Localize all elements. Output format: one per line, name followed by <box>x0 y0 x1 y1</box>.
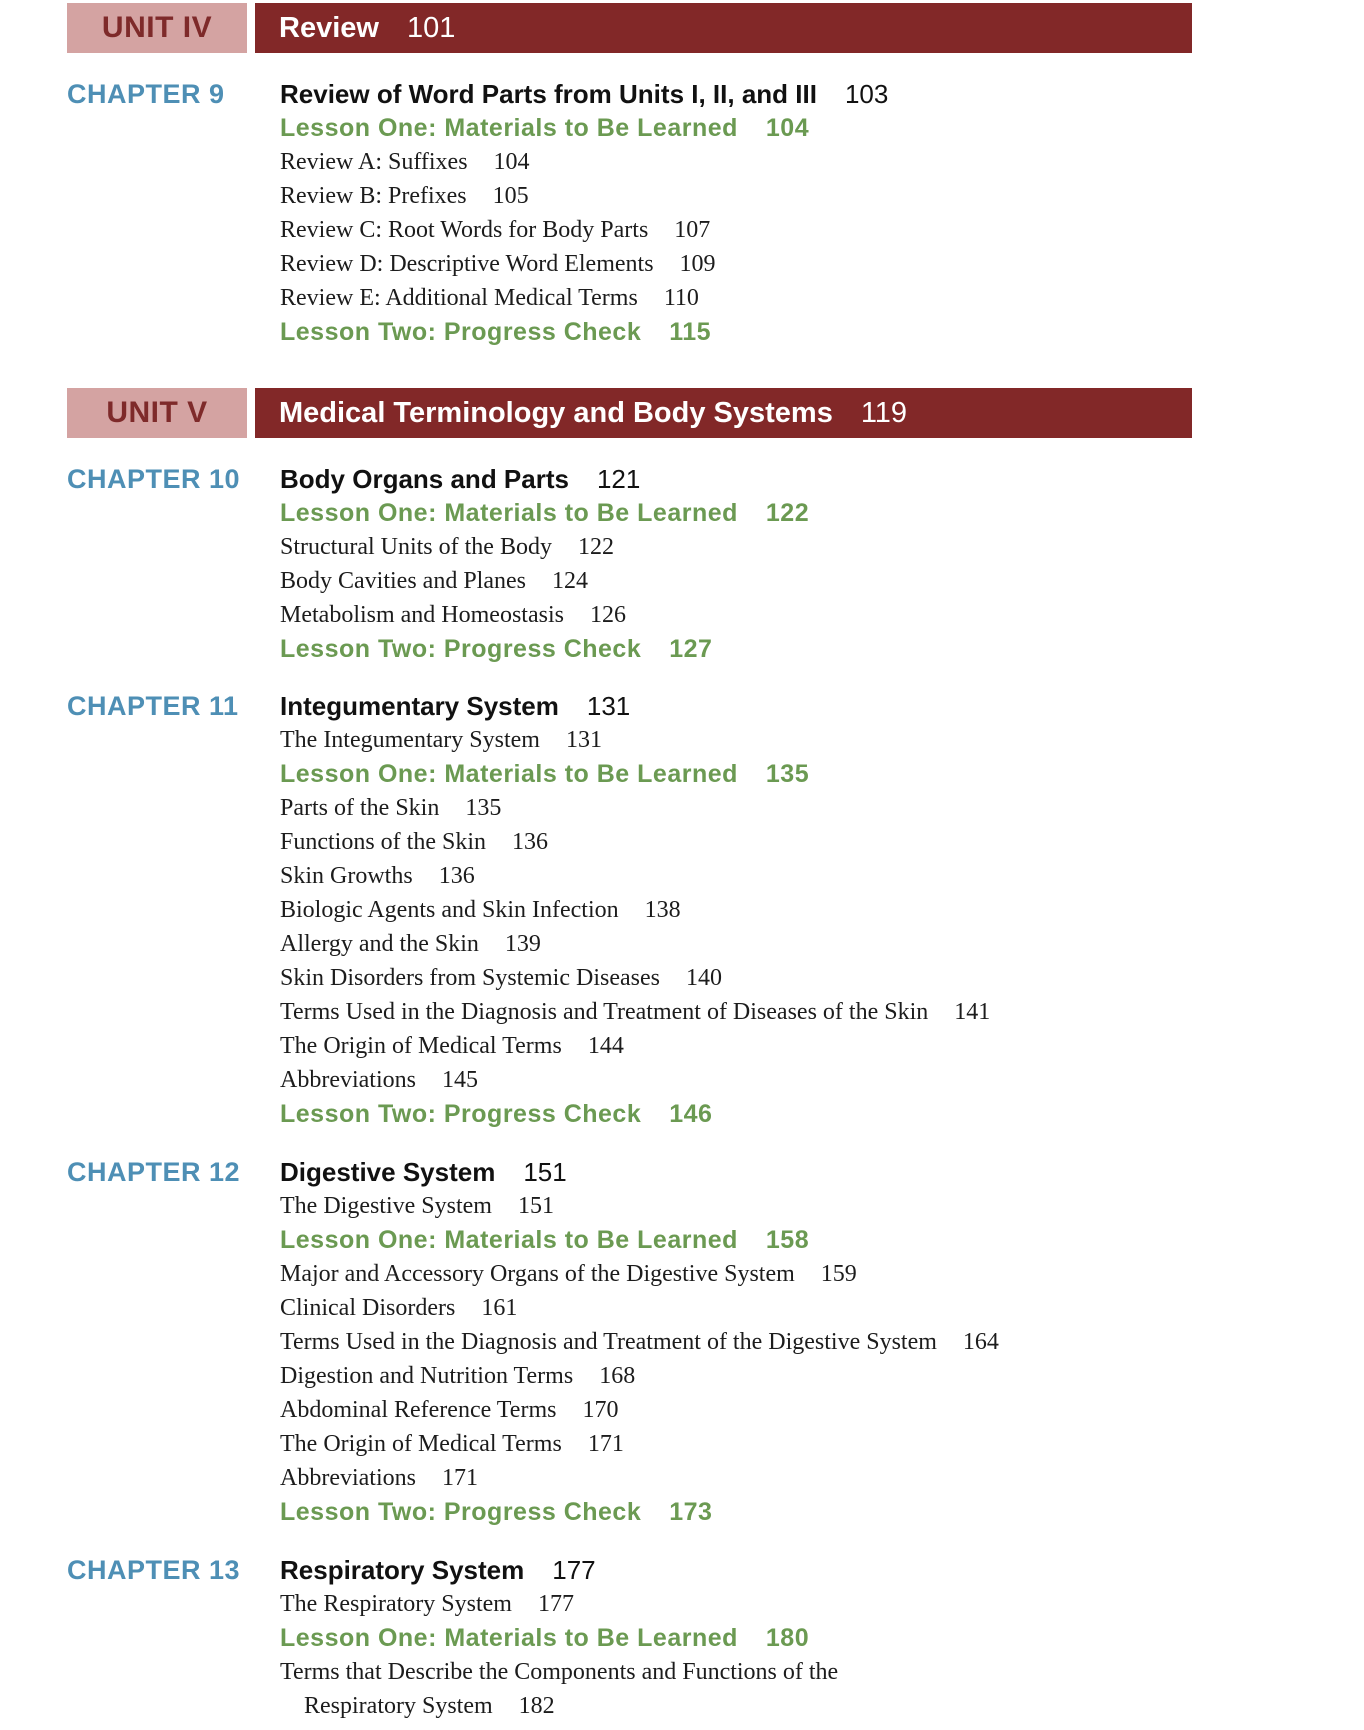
entry-text: Skin Disorders from Systemic Diseases <box>280 965 660 991</box>
lesson-heading <box>280 315 1330 349</box>
toc-entry <box>280 145 1330 179</box>
entry-page-number: 159 <box>820 1261 857 1287</box>
entry-text: Lesson One: Materials to Be Learned <box>280 1624 738 1652</box>
toc-entry <box>280 213 1330 247</box>
toc-entry <box>280 1587 1330 1621</box>
chapter-entries <box>280 1553 1330 1723</box>
entry-page-number: 107 <box>674 217 711 243</box>
entry-page-number: 131 <box>565 727 602 753</box>
entry-page-number: 146 <box>669 1100 713 1128</box>
entry-text: Review B: Prefixes <box>280 183 467 209</box>
entry-page-number: 171 <box>587 1431 624 1457</box>
entry-page-number: 141 <box>954 999 991 1025</box>
entry-page-number: 104 <box>493 149 530 175</box>
chapter-label: CHAPTER 12 <box>67 1157 241 1187</box>
unit-page-number: 119 <box>860 397 908 429</box>
toc-entry <box>280 1359 1330 1393</box>
entry-text: Review D: Descriptive Word Elements <box>280 251 654 277</box>
chapter-title <box>280 1553 1330 1587</box>
entry-text: Review A: Suffixes <box>280 149 468 175</box>
entry-page-number: 110 <box>663 285 699 311</box>
toc-entry <box>280 961 1330 995</box>
chapter-title <box>280 462 1330 496</box>
entry-text: Respiratory System <box>304 1693 493 1719</box>
toc-entry <box>280 791 1330 825</box>
entry-text: Abbreviations <box>280 1465 416 1491</box>
entry-text: Lesson One: Materials to Be Learned <box>280 114 738 142</box>
chapter-entries <box>280 689 1330 1131</box>
chapter-label: CHAPTER 13 <box>67 1555 241 1585</box>
entry-text: Major and Accessory Organs of the Digestive System <box>280 1261 795 1287</box>
toc-entry <box>280 179 1330 213</box>
entry-page-number: 164 <box>962 1329 999 1355</box>
entry-text: Digestion and Nutrition Terms <box>280 1363 574 1389</box>
unit-title: Medical Terminology and Body Systems <box>279 397 833 429</box>
toc-entry <box>280 247 1330 281</box>
entry-page-number: 136 <box>512 829 549 855</box>
entry-page-number: 104 <box>765 114 810 142</box>
toc-entry <box>280 281 1330 315</box>
lesson-heading <box>280 1621 1330 1655</box>
entry-text: Body Cavities and Planes <box>280 568 526 594</box>
entry-page-number: 126 <box>589 602 626 628</box>
entry-text: The Integumentary System <box>280 727 540 753</box>
unit-v-banner <box>67 388 1192 438</box>
toc-entry <box>280 598 1330 632</box>
entry-text: Lesson Two: Progress Check <box>280 1498 642 1526</box>
lesson-heading <box>280 111 1330 145</box>
entry-page-number: 180 <box>765 1624 810 1652</box>
chapter-entries <box>280 462 1330 666</box>
toc-entry <box>280 1291 1330 1325</box>
entry-text: The Origin of Medical Terms <box>280 1033 562 1059</box>
entry-page-number: 122 <box>765 499 810 527</box>
entry-text: Allergy and the Skin <box>280 931 479 957</box>
entry-page-number: 182 <box>518 1693 555 1719</box>
chapter-entries <box>280 1155 1330 1529</box>
entry-text: Lesson Two: Progress Check <box>280 635 642 663</box>
entry-page-number: 136 <box>438 863 475 889</box>
entry-text: Biologic Agents and Skin Infection <box>280 897 619 923</box>
entry-page-number: 131 <box>586 691 631 721</box>
entry-page-number: 139 <box>504 931 541 957</box>
chapter-label: CHAPTER 11 <box>67 691 239 721</box>
entry-page-number: 140 <box>685 965 722 991</box>
toc-entry <box>280 825 1330 859</box>
entry-page-number: 138 <box>644 897 681 923</box>
entry-text: Lesson Two: Progress Check <box>280 1100 642 1128</box>
unit-label: UNIT IV <box>67 3 247 53</box>
entry-page-number: 144 <box>587 1033 624 1059</box>
entry-text: The Origin of Medical Terms <box>280 1431 562 1457</box>
chapter-label: CHAPTER 10 <box>67 464 241 494</box>
entry-page-number: 171 <box>441 1465 478 1491</box>
entry-text: The Digestive System <box>280 1193 492 1219</box>
entry-text: Integumentary System <box>280 691 559 721</box>
toc-entry <box>280 564 1330 598</box>
entry-page-number: 105 <box>492 183 529 209</box>
toc-entry <box>280 995 1330 1029</box>
entry-page-number: 177 <box>552 1555 596 1585</box>
toc-entry <box>280 1393 1330 1427</box>
entry-page-number: 135 <box>765 760 810 788</box>
toc-entry <box>280 1189 1330 1223</box>
entry-text: Clinical Disorders <box>280 1295 456 1321</box>
toc-entry <box>280 530 1330 564</box>
toc-entry <box>280 1655 1330 1689</box>
entry-page-number: 170 <box>582 1397 619 1423</box>
entry-text: Review of Word Parts from Units I, II, and III <box>280 79 817 109</box>
chapter-title <box>280 1155 1330 1189</box>
toc-entry <box>280 1427 1330 1461</box>
entry-page-number: 151 <box>523 1157 567 1187</box>
entry-page-number: 168 <box>599 1363 636 1389</box>
entry-page-number: 124 <box>551 568 588 594</box>
chapter-entries <box>280 77 1330 349</box>
entry-page-number: 158 <box>765 1226 810 1254</box>
entry-text: Respiratory System <box>280 1555 525 1585</box>
lesson-heading <box>280 1495 1330 1529</box>
entry-page-number: 115 <box>669 318 712 346</box>
entry-page-number: 103 <box>844 79 889 109</box>
entry-text: Abbreviations <box>280 1067 416 1093</box>
entry-text: Abdominal Reference Terms <box>280 1397 557 1423</box>
toc-entry <box>280 1063 1330 1097</box>
toc-entry <box>280 1325 1330 1359</box>
entry-text: Lesson Two: Progress Check <box>280 318 642 346</box>
entry-text: Parts of the Skin <box>280 795 440 821</box>
entry-page-number: 145 <box>441 1067 478 1093</box>
entry-text: Lesson One: Materials to Be Learned <box>280 760 738 788</box>
lesson-heading <box>280 1097 1330 1131</box>
chapter-title <box>280 689 1330 723</box>
entry-text: Skin Growths <box>280 863 413 889</box>
toc-entry <box>280 723 1330 757</box>
lesson-heading <box>280 632 1330 666</box>
entry-page-number: 121 <box>596 464 641 494</box>
entry-page-number: 127 <box>669 635 713 663</box>
unit-title-bar <box>255 3 1192 53</box>
entry-text: Metabolism and Homeostasis <box>280 602 564 628</box>
entry-page-number: 173 <box>669 1498 713 1526</box>
entry-text: The Respiratory System <box>280 1591 512 1617</box>
chapter-label: CHAPTER 9 <box>67 79 225 109</box>
unit-title: Review <box>279 12 379 44</box>
toc-entry <box>280 893 1330 927</box>
entry-text: Terms Used in the Diagnosis and Treatment of the Digestive System <box>280 1329 937 1355</box>
entry-text: Lesson One: Materials to Be Learned <box>280 1226 738 1254</box>
unit-iv-banner <box>67 3 1192 53</box>
entry-text: Terms Used in the Diagnosis and Treatment of Diseases of the Skin <box>280 999 929 1025</box>
chapter-title <box>280 77 1330 111</box>
entry-text: Digestive System <box>280 1157 496 1187</box>
toc-entry <box>280 927 1330 961</box>
entry-page-number: 109 <box>679 251 716 277</box>
entry-page-number: 161 <box>481 1295 518 1321</box>
unit-title-bar <box>255 388 1192 438</box>
unit-page-number: 101 <box>406 12 456 44</box>
entry-text: Body Organs and Parts <box>280 464 569 494</box>
toc-entry <box>280 1029 1330 1063</box>
entry-text: Lesson One: Materials to Be Learned <box>280 499 738 527</box>
lesson-heading <box>280 1223 1330 1257</box>
lesson-heading <box>280 757 1330 791</box>
entry-text: Structural Units of the Body <box>280 534 552 560</box>
entry-page-number: 177 <box>537 1591 574 1617</box>
entry-text: Review C: Root Words for Body Parts <box>280 217 649 243</box>
toc-entry <box>280 1461 1330 1495</box>
entry-text: Terms that Describe the Components and Functions of the <box>280 1659 839 1685</box>
entry-page-number: 122 <box>577 534 614 560</box>
toc-entry <box>280 859 1330 893</box>
toc-entry <box>280 1689 1330 1723</box>
entry-text: Review E: Additional Medical Terms <box>280 285 638 311</box>
entry-page-number: 135 <box>465 795 502 821</box>
entry-page-number: 151 <box>517 1193 554 1219</box>
unit-label: UNIT V <box>67 388 247 438</box>
entry-text: Functions of the Skin <box>280 829 487 855</box>
lesson-heading <box>280 496 1330 530</box>
toc-entry <box>280 1257 1330 1291</box>
